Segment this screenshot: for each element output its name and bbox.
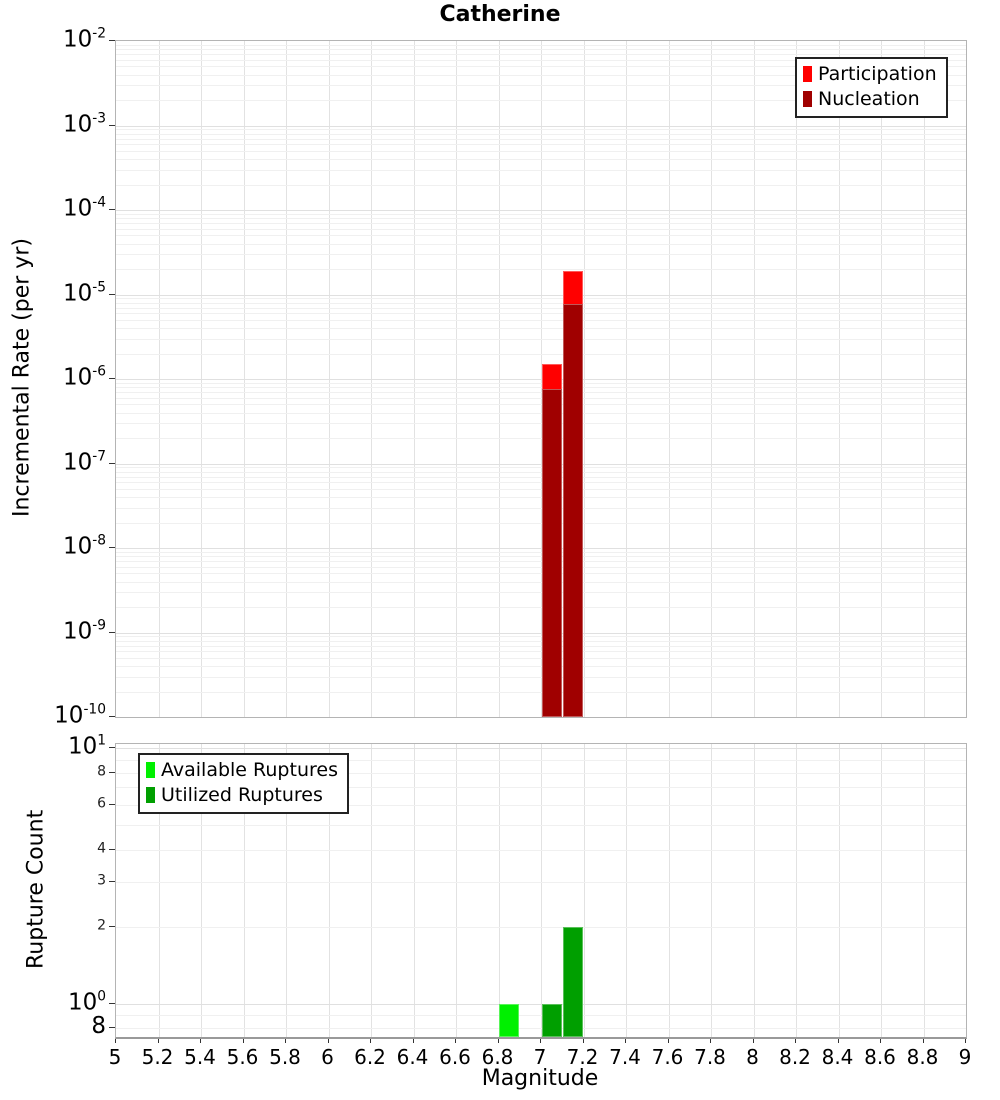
x-tick-label: 9 [958,1045,972,1069]
horizontal-gridline [116,308,966,309]
x-tick-label: 7.8 [694,1045,726,1069]
x-tick-mark [795,1039,796,1043]
y-tick-label: $10^{-3}$ [62,110,106,137]
x-tick-label: 6 [321,1045,334,1069]
horizontal-gridline [116,295,966,296]
y-tick-mark [109,716,115,717]
horizontal-gridline [116,298,966,299]
legend-label-participation: Participation [818,63,937,85]
x-tick-mark [923,1039,924,1043]
x-tick-label: 7 [533,1045,547,1069]
rate-plot-area [115,40,967,718]
x-tick-mark [285,1039,286,1043]
horizontal-gridline [116,139,966,140]
x-tick-mark [668,1039,669,1043]
y-axis-label-incremental-rate: Incremental Rate (per yr) [9,238,35,518]
x-tick-mark [583,1039,584,1043]
y-tick-mark [109,926,115,927]
legend-entry-nucleation [803,88,937,110]
horizontal-gridline [116,235,966,236]
legend-count [138,753,349,814]
legend-rate [795,57,948,118]
horizontal-gridline [116,210,966,211]
y-tick-label: $10^{-7}$ [62,448,106,475]
y-tick-label: 8 [91,1013,106,1040]
y-tick-mark [109,125,115,126]
y-tick-label: 2 [97,916,106,933]
horizontal-gridline [116,927,966,928]
horizontal-gridline [116,339,966,340]
x-tick-mark [838,1039,839,1043]
x-tick-label: 8.2 [779,1045,811,1069]
horizontal-gridline [116,748,966,749]
x-tick-mark [200,1039,201,1043]
y-axis-label-rupture-count: Rupture Count [23,809,49,970]
x-tick-mark [625,1039,626,1043]
x-tick-label: 7.2 [566,1045,599,1069]
x-tick-mark [965,1039,966,1043]
y-tick-label: $10^{-6}$ [62,363,106,391]
y-tick-label: $10^{-8}$ [62,532,106,560]
x-tick-label: 8.8 [906,1045,939,1069]
horizontal-gridline [116,244,966,245]
horizontal-gridline [116,254,966,255]
horizontal-gridline [116,214,966,215]
y-tick-mark [109,772,115,773]
horizontal-gridline [116,269,966,270]
y-tick-mark [109,804,115,805]
y-tick-mark [109,632,115,633]
x-tick-mark [880,1039,881,1043]
y-tick-label: 3 [97,871,106,888]
x-tick-label: 8 [746,1045,759,1069]
bar-nucleation [563,304,583,717]
y-tick-mark [109,40,115,41]
y-tick-label: $10^{-2}$ [62,25,106,53]
x-tick-mark [498,1039,499,1043]
chart-title: Catherine [439,2,561,27]
horizontal-gridline [116,328,966,329]
horizontal-gridline [116,159,966,160]
x-tick-label: 6.4 [396,1045,429,1069]
legend-label-utilized-ruptures: Utilized Ruptures [161,784,323,806]
x-tick-mark [710,1039,711,1043]
y-tick-mark [109,849,115,850]
bar-utilized-ruptures [542,1004,562,1038]
y-tick-label: $10^0$ [67,988,106,1015]
x-tick-label: 5.6 [226,1045,259,1069]
x-tick-label: 7.4 [609,1045,641,1069]
horizontal-gridline [116,825,966,826]
legend-label-available-ruptures: Available Ruptures [161,759,338,781]
legend-entry-available-ruptures [146,759,338,781]
y-tick-label: 8 [97,762,106,779]
horizontal-gridline [116,882,966,883]
utilized-ruptures-swatch [146,787,155,803]
y-tick-label: $10^{-4}$ [62,194,106,222]
y-tick-label: $10^{-5}$ [62,279,106,306]
horizontal-gridline [116,126,966,127]
horizontal-gridline [116,134,966,135]
x-tick-mark [753,1039,754,1043]
horizontal-gridline [116,49,966,50]
bar-utilized-ruptures [563,927,583,1038]
nucleation-swatch [803,91,812,107]
y-tick-mark [109,378,115,379]
x-tick-label: 6.6 [439,1045,471,1069]
horizontal-gridline [116,185,966,186]
y-tick-mark [109,209,115,210]
bar-nucleation [542,389,562,717]
y-tick-label: $10^{-10}$ [54,701,106,729]
horizontal-gridline [116,850,966,851]
bar-available-ruptures [499,1004,519,1038]
horizontal-gridline [116,320,966,321]
horizontal-gridline [116,313,966,314]
y-tick-label: 6 [97,794,106,811]
y-tick-mark [109,747,115,748]
y-tick-mark [109,1027,115,1028]
y-tick-label: $10^1$ [67,732,106,760]
x-tick-mark [115,1039,116,1043]
x-tick-label: 6.2 [354,1045,386,1069]
y-tick-mark [109,294,115,295]
legend-label-nucleation: Nucleation [818,88,920,110]
y-tick-mark [109,881,115,882]
x-tick-mark [413,1039,414,1043]
horizontal-gridline [116,45,966,46]
horizontal-gridline [116,354,966,355]
y-tick-mark [109,1003,115,1004]
x-tick-mark [455,1039,456,1043]
x-tick-label: 5.2 [141,1045,174,1069]
x-axis-label-magnitude: Magnitude [481,1066,599,1091]
horizontal-gridline [116,218,966,219]
horizontal-gridline [116,129,966,130]
horizontal-gridline [116,144,966,145]
x-tick-mark [540,1039,541,1043]
x-tick-mark [328,1039,329,1043]
y-tick-mark [109,463,115,464]
horizontal-gridline [116,223,966,224]
horizontal-gridline [116,151,966,152]
horizontal-gridline [116,229,966,230]
participation-swatch [803,66,812,82]
x-tick-label: 5 [108,1045,122,1069]
x-tick-mark [243,1039,244,1043]
horizontal-gridline [116,170,966,171]
available-ruptures-swatch [146,762,155,778]
y-tick-label: 4 [97,839,106,856]
x-tick-label: 8.6 [864,1045,896,1069]
x-tick-label: 5.8 [269,1045,301,1069]
x-tick-label: 5.4 [184,1045,216,1069]
x-tick-mark [158,1039,159,1043]
horizontal-gridline [116,303,966,304]
legend-entry-participation [803,63,937,85]
x-tick-label: 8.4 [821,1045,854,1069]
horizontal-gridline [116,54,966,55]
x-tick-label: 6.8 [481,1045,514,1069]
y-tick-mark [109,547,115,548]
y-tick-label: $10^{-9}$ [62,617,106,644]
x-tick-mark [370,1039,371,1043]
x-tick-label: 7.6 [651,1045,684,1069]
legend-entry-utilized-ruptures [146,784,338,806]
